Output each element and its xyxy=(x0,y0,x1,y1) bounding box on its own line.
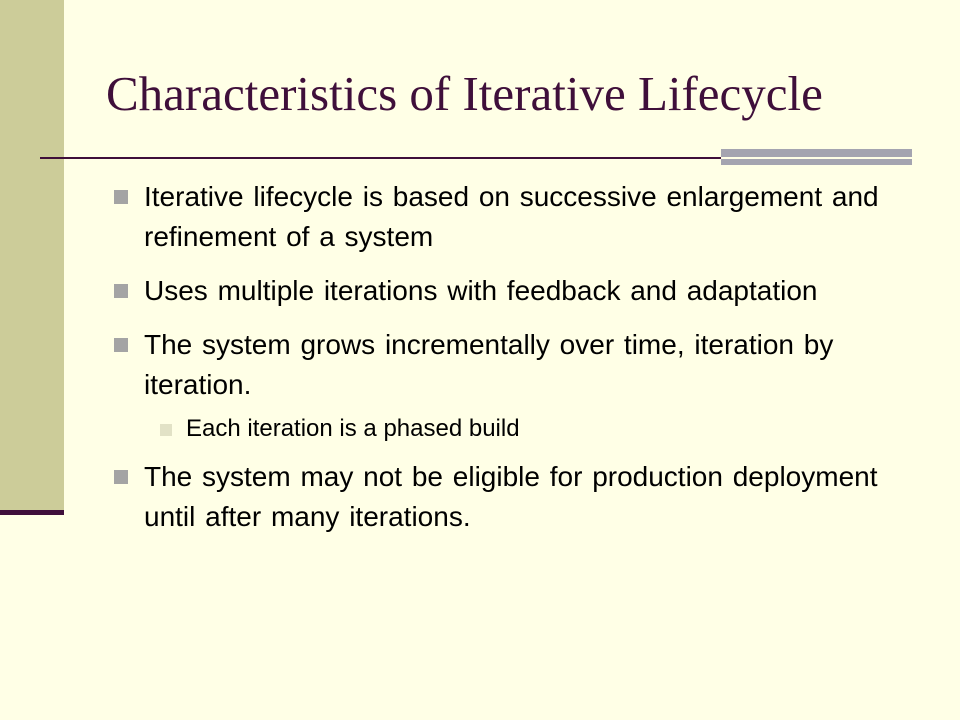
bullet-item xyxy=(112,177,912,257)
bullet-list xyxy=(112,177,912,551)
bullet-text: The system grows incrementally over time, iteration by iteration. xyxy=(144,329,834,400)
bullet-item xyxy=(112,271,912,311)
sub-bullet-item xyxy=(158,413,912,445)
square-bullet-icon xyxy=(114,338,128,352)
bullet-text: The system may not be eligible for production deployment until after many iterations. xyxy=(144,461,878,532)
square-bullet-icon xyxy=(114,470,128,484)
bullet-text: Uses multiple iterations with feedback and adaptation xyxy=(144,275,818,306)
side-band-decoration xyxy=(0,0,64,512)
bullet-item xyxy=(112,325,912,405)
title-divider-accent-line xyxy=(721,157,912,159)
bullet-text: Iterative lifecycle is based on successive enlargement and refinement of a system xyxy=(144,181,879,252)
bullet-item xyxy=(112,457,912,537)
square-bullet-icon xyxy=(114,284,128,298)
square-bullet-icon xyxy=(114,190,128,204)
slide-title: Characteristics of Iterative Lifecycle xyxy=(106,66,823,121)
square-sub-bullet-icon xyxy=(160,424,172,436)
sub-bullet-text: Each iteration is a phased build xyxy=(186,415,520,442)
side-band-underline xyxy=(0,510,64,515)
